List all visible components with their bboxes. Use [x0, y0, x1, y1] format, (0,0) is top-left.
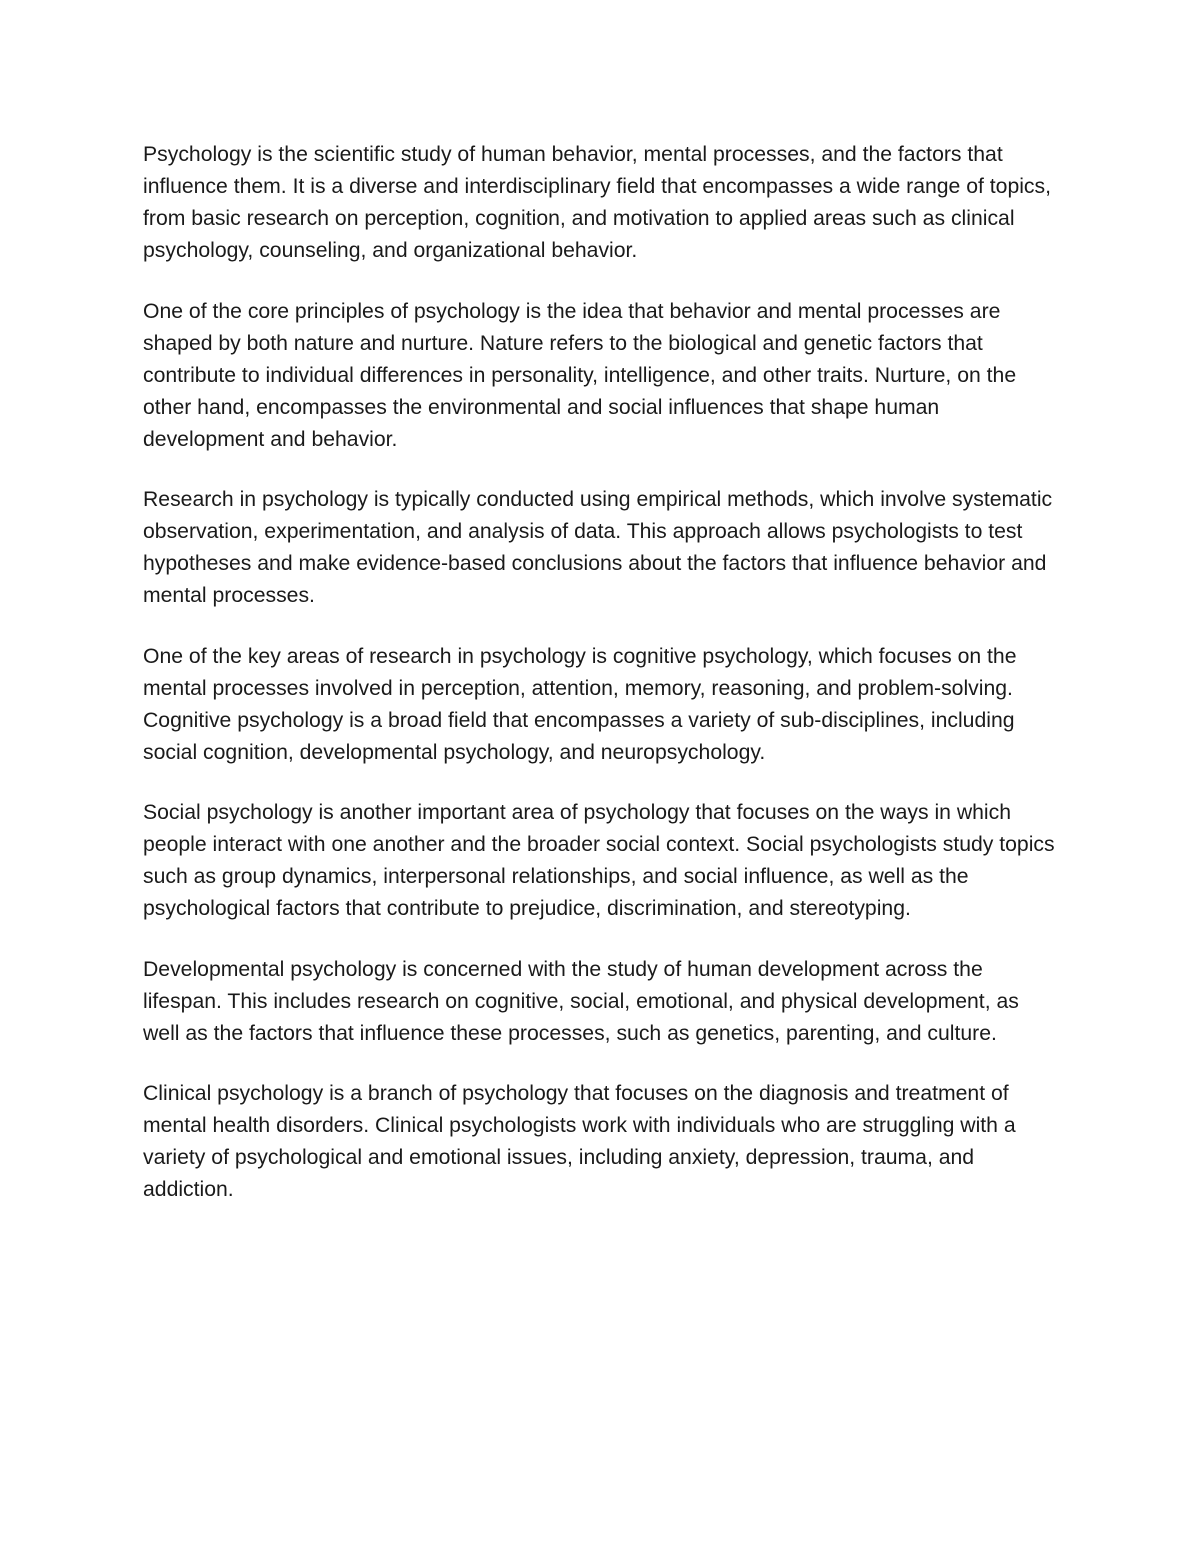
paragraph-clinical-psychology: Clinical psychology is a branch of psychology that focuses on the diagnosis and treatment of mental health disorders. Clinical psychologists work with individuals who are struggling with a variety of psychological and emotional issues, including anxiety, depression, trauma, and addiction.	[143, 1082, 1016, 1201]
paragraph-social-psychology: Social psychology is another important area of psychology that focuses on the ways in which people interact with one another and the broader social context. Social psychologists study topics such as group dynamics, interpersonal relationships, and social influence, as well as the psychological factors that contribute to prejudice, discrimination, and stereotyping.	[143, 801, 1055, 920]
paragraph-nature-nurture: One of the core principles of psychology is the idea that behavior and mental processes are shaped by both nature and nurture. Nature refers to the biological and genetic factors that contribute to individual differences in personality, intelligence, and other traits. Nurture, on the other hand, encompasses the environmental and social influences that shape human development and behavior.	[143, 299, 1017, 451]
paragraph-research-methods: Research in psychology is typically conducted using empirical methods, which involve systematic observation, experimentation, and analysis of data. This approach allows psychologists to test hypotheses and make evidence-based conclusions about the factors that influence behavior and mental processes.	[143, 488, 1053, 607]
document-body	[143, 139, 1061, 1206]
paragraph-cognitive-psychology: One of the key areas of research in psychology is cognitive psychology, which focuses on the mental processes involved in perception, attention, memory, reasoning, and problem-solving. Cognitive psychology is a broad field that encompasses a variety of sub-disciplines, including social cognition, developmental psychology, and neuropsychology.	[143, 644, 1017, 764]
paragraph-intro: Psychology is the scientific study of human behavior, mental processes, and the factors that influence them. It is a diverse and interdisciplinary field that encompasses a wide range of topics, from basic research on perception, cognition, and motivation to applied areas such as clinical psychology, counseling, and organizational behavior.	[143, 143, 1052, 262]
paragraph-developmental-psychology: Developmental psychology is concerned with the study of human development across the lifespan. This includes research on cognitive, social, emotional, and physical development, as well as the factors that influence these processes, such as genetics, parenting, and culture.	[143, 957, 1019, 1045]
